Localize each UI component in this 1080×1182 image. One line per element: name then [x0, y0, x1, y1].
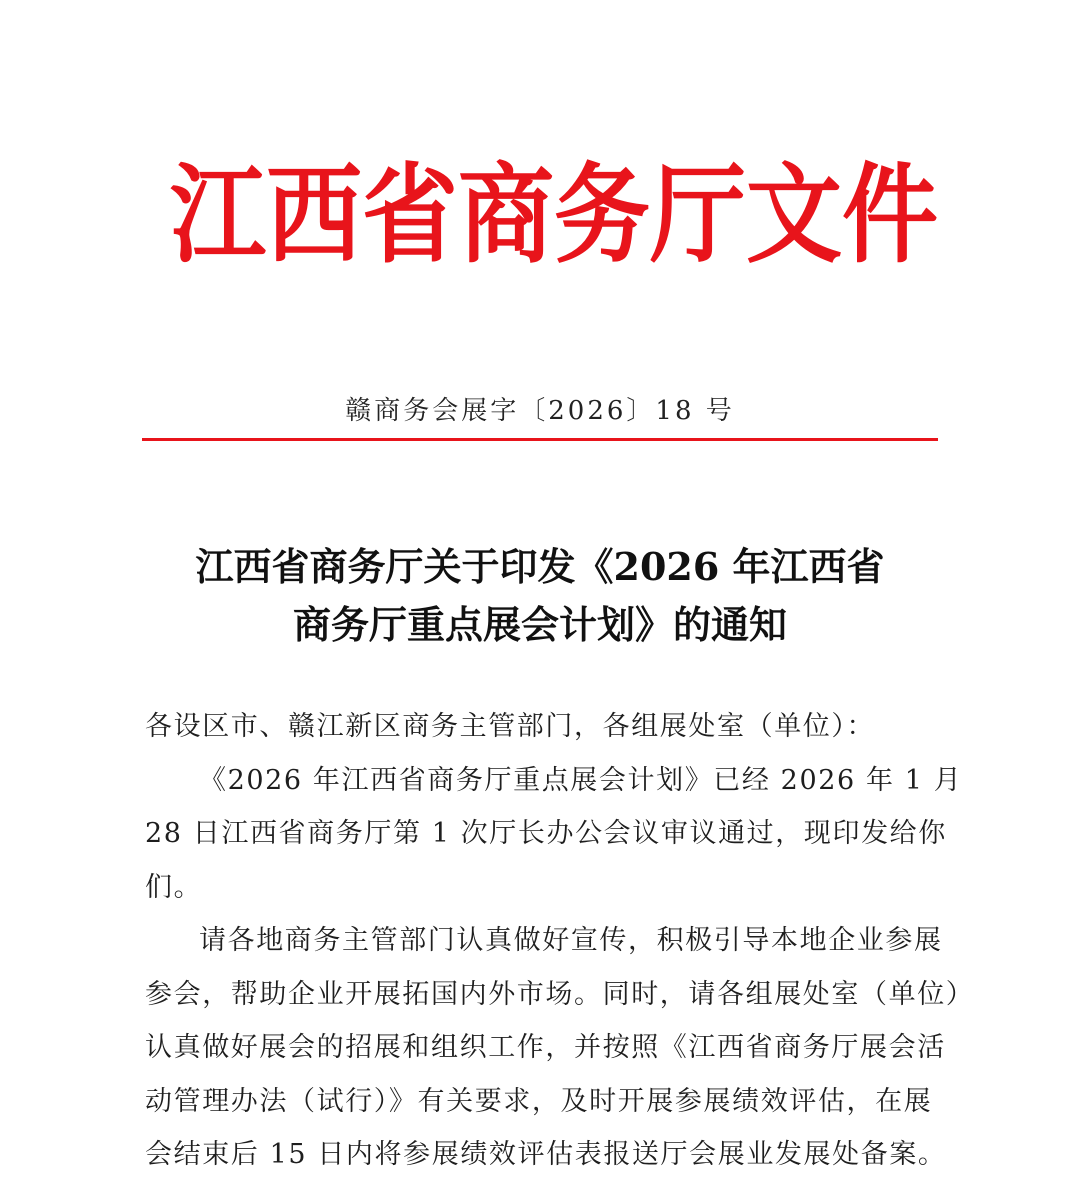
title-line: 商务厅重点展会计划》的通知 — [292, 602, 787, 647]
masthead-char: 厅 — [650, 151, 746, 278]
paragraph-line: 28 日江西省商务厅第 1 次厅长办公会议审议通过，现印发给你 — [145, 818, 947, 849]
masthead-title — [170, 150, 938, 280]
paragraph-line: 认真做好展会的招展和组织工作，并按照《江西省商务厅展会活 — [145, 1032, 946, 1063]
document-title — [0, 538, 1080, 654]
paragraph-line: 会结束后 15 日内将参展绩效评估表报送厅会展业发展处备案。 — [145, 1139, 947, 1170]
red-divider-rule — [142, 438, 938, 441]
document-number: 赣商务会展字〔2026〕18 号 — [345, 396, 735, 426]
masthead-char: 文 — [746, 151, 842, 278]
document-body — [145, 700, 975, 1182]
masthead-char: 件 — [842, 151, 938, 278]
masthead-char: 商 — [458, 151, 554, 278]
paragraph-line: 请各地商务主管部门认真做好宣传，积极引导本地企业参展 — [199, 925, 943, 956]
paragraph-line: 《2026 年江西省商务厅重点展会计划》已经 2026 年 1 月 — [199, 764, 963, 796]
masthead-char: 西 — [266, 151, 362, 278]
salutation: 各设区市、赣江新区商务主管部门，各组展处室（单位）： — [145, 711, 876, 742]
paragraph-line: 动管理办法（试行）》有关要求，及时开展参展绩效评估，在展 — [145, 1085, 933, 1117]
title-line: 江西省商务厅关于印发《2026 年江西省 — [195, 544, 885, 589]
paragraph-line: 们。 — [145, 871, 203, 903]
masthead-char: 江 — [170, 151, 266, 278]
paragraph-line: 参会，帮助企业开展拓国内外市场。同时，请各组展处室（单位） — [145, 978, 975, 1010]
masthead-char: 务 — [554, 151, 650, 278]
masthead-char: 省 — [362, 151, 458, 278]
